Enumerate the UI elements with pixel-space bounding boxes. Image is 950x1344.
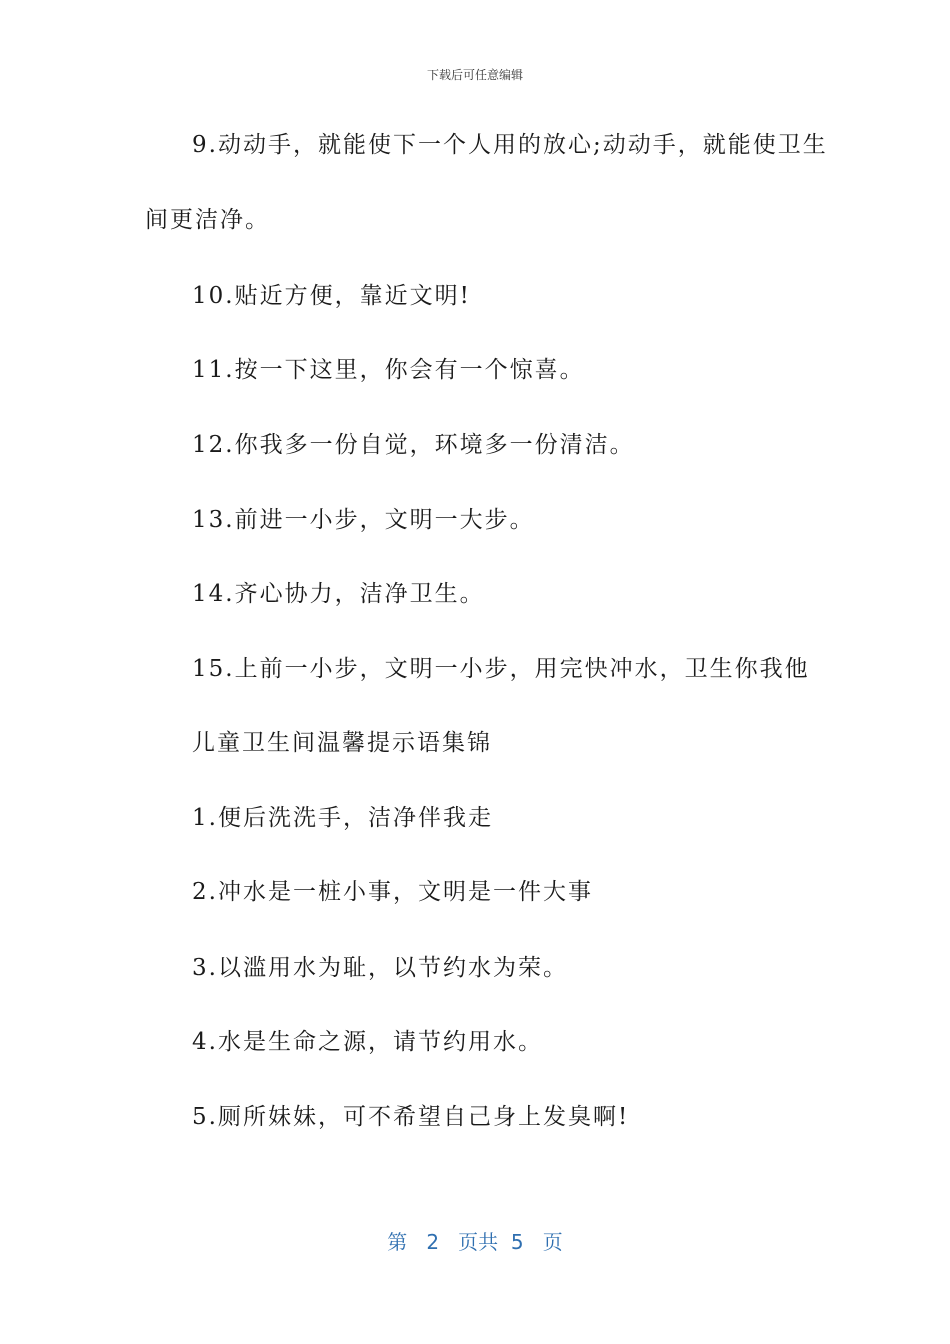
page-footer: [0, 1226, 950, 1255]
footer-current-page: 2: [426, 1230, 440, 1254]
body-line: 5.厕所妹妹，可不希望自己身上发臭啊!: [192, 1104, 630, 1130]
body-line: 13.前进一小步，文明一大步。: [192, 507, 535, 533]
body-line: 1.便后洗洗手，洁净伴我走: [192, 805, 493, 831]
body-line: 10.贴近方便，靠近文明!: [192, 283, 471, 309]
body-line: 15.上前一小步，文明一小步，用完快冲水，卫生你我他: [192, 656, 810, 682]
footer-total-pages: 5: [510, 1230, 524, 1254]
body-line: 14.齐心协力，洁净卫生。: [192, 581, 485, 607]
footer-middle: 页共: [458, 1230, 499, 1254]
body-line: 4.水是生命之源，请节约用水。: [192, 1029, 543, 1055]
page-header: 下载后可任意编辑: [426, 68, 523, 82]
body-line: 间更洁净。: [145, 207, 270, 233]
footer-suffix: 页: [542, 1230, 563, 1254]
body-line: 9.动动手，就能使下一个人用的放心;动动手，就能使卫生: [192, 132, 828, 158]
body-line: 11.按一下这里，你会有一个惊喜。: [192, 357, 585, 383]
body-line: 12.你我多一份自觉，环境多一份清洁。: [192, 432, 635, 458]
footer-prefix: 第: [387, 1230, 408, 1254]
body-line: 3.以滥用水为耻，以节约水为荣。: [192, 955, 568, 981]
body-line: 2.冲水是一桩小事，文明是一件大事: [192, 879, 593, 905]
section-heading: 儿童卫生间温馨提示语集锦: [192, 730, 492, 756]
